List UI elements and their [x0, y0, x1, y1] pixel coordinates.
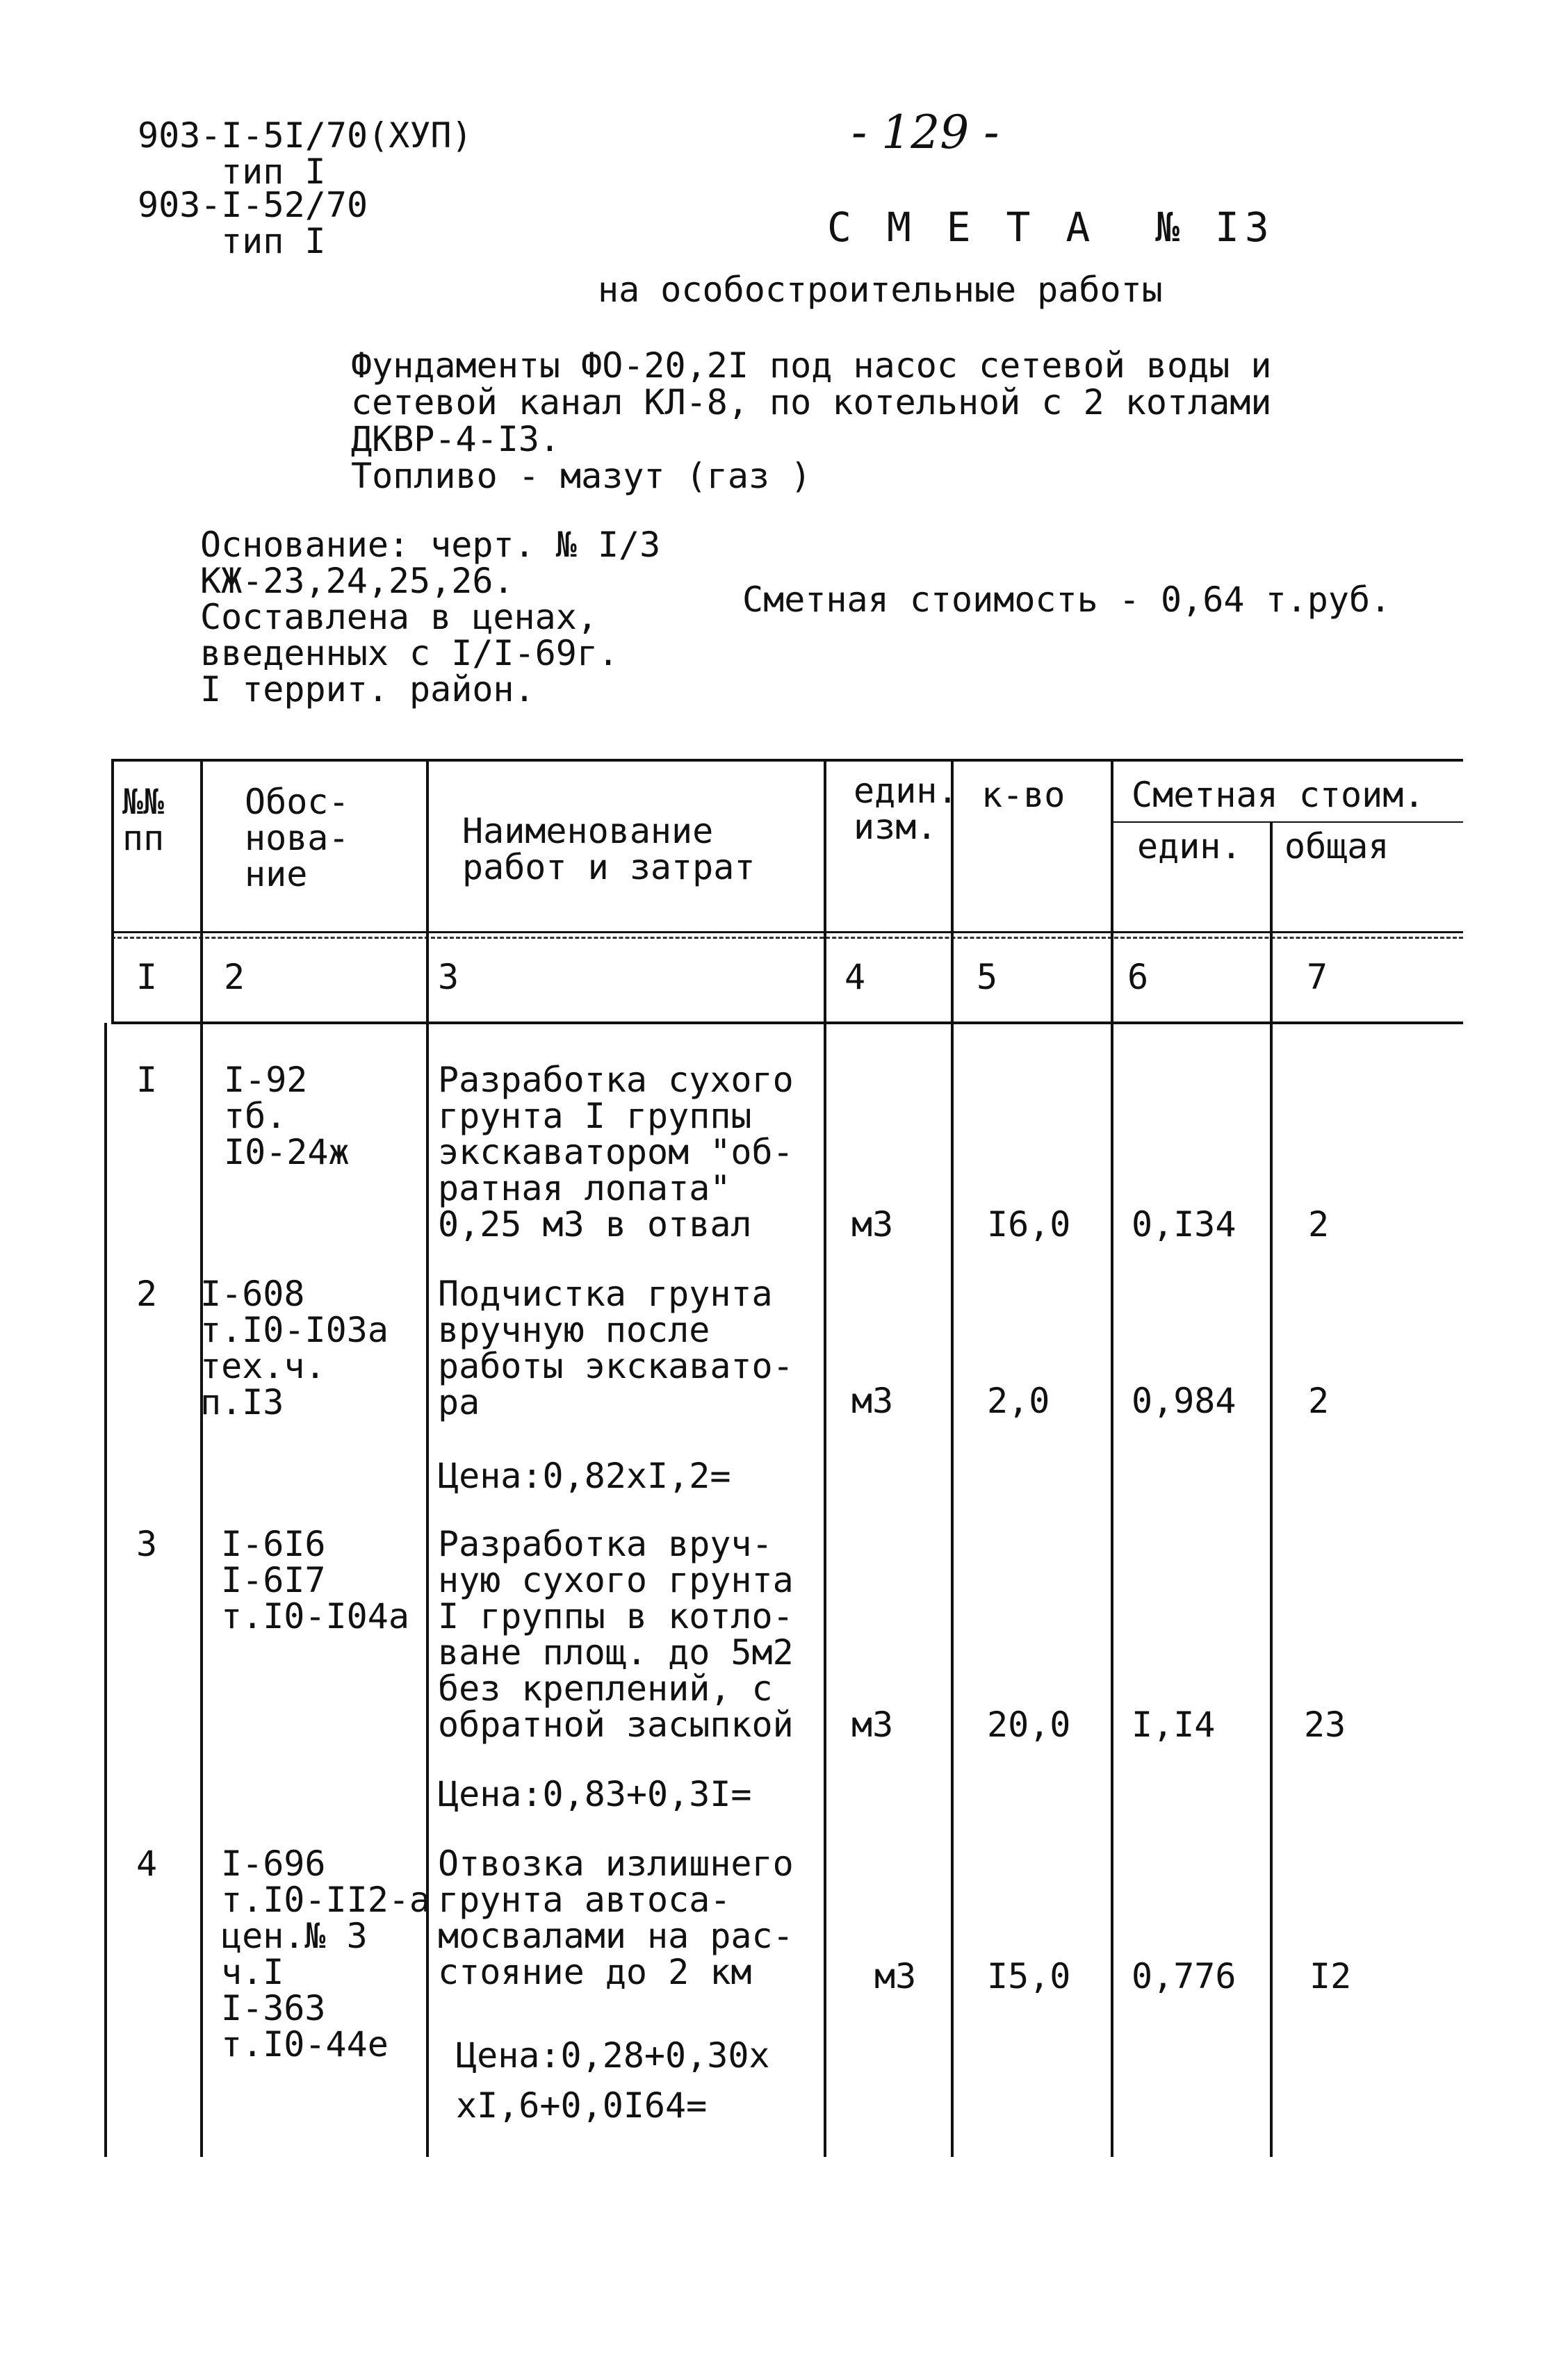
description-block	[351, 347, 1272, 495]
header-cost-group: Сметная стоим.	[1132, 775, 1425, 815]
header-qty: к-во	[981, 775, 1066, 815]
col-border	[200, 760, 203, 2157]
row-basis: I-92 тб. I0-24ж	[224, 1060, 350, 1172]
header-cost-total: общая	[1284, 826, 1389, 867]
description-line: сетевой канал КЛ-8, по котельной с 2 котлами	[351, 382, 1272, 422]
row-cost-total: 2	[1308, 1204, 1330, 1245]
row-name: Подчистка грунта вручную после работы экскавато- ра	[438, 1274, 794, 1422]
row-price-note: Цена:0,83+0,3I=	[438, 1774, 752, 1814]
doc-title: С М Е Т А № I3	[827, 204, 1275, 251]
column-number: 3	[438, 957, 459, 997]
column-number: 6	[1127, 957, 1149, 997]
doc-subtitle: на особостроительные работы	[598, 270, 1163, 310]
col-border	[951, 760, 954, 2157]
row-num: 2	[136, 1274, 158, 1314]
row-name: Разработка вруч- ную сухого грунта I группы в котло- ване площ. до 5м2 без креплений, с обратной засыпкой	[438, 1524, 794, 1745]
row-name: Разработка сухого грунта I группы экскаватором "об- ратная лопата" 0,25 м3 в отвал	[438, 1060, 794, 1245]
row-unit: м3	[851, 1705, 894, 1745]
page-number: - 129 -	[851, 106, 999, 159]
header-cost-unit: един.	[1137, 826, 1242, 867]
row-cost-unit: 0,776	[1132, 1956, 1236, 1996]
header-basis: Обос- нова- ние	[245, 782, 350, 894]
row-qty: 2,0	[987, 1381, 1050, 1421]
row-cost-unit: 0,I34	[1132, 1204, 1236, 1245]
basis-line: Составлена в ценах,	[200, 597, 598, 637]
column-number: 4	[844, 957, 866, 997]
column-number: 7	[1307, 957, 1328, 997]
column-number: I	[136, 957, 158, 997]
row-num: 4	[136, 1844, 158, 1884]
header-divider	[111, 937, 1463, 939]
col-border	[1111, 760, 1113, 2157]
row-price-note: Цена:0,28+0,30х хI,6+0,0I64=	[456, 2035, 770, 2126]
row-price-note: Цена:0,82хI,2=	[438, 1456, 731, 1496]
row-qty: 20,0	[987, 1705, 1071, 1745]
row-unit: м3	[851, 1204, 894, 1245]
cost-subheader-line	[1111, 821, 1463, 823]
row-num: 3	[136, 1524, 158, 1564]
row-cost-total: 2	[1308, 1381, 1330, 1421]
basis-line: I террит. район.	[200, 669, 535, 709]
row-qty: I6,0	[987, 1204, 1071, 1245]
header-name: Наименование работ и затрат	[462, 811, 756, 887]
row-basis: I-6I6 I-6I7 т.I0-I04а	[221, 1524, 409, 1636]
row-cost-unit: 0,984	[1132, 1381, 1236, 1421]
row-unit: м3	[874, 1956, 917, 1996]
description-line: Топливо - мазут (газ )	[351, 456, 812, 496]
row-cost-total: 23	[1304, 1705, 1346, 1745]
col-border-left-body	[104, 1023, 107, 2157]
row-basis: I-608 т.I0-I03а тех.ч. п.I3	[200, 1274, 389, 1422]
doc-code-1: 903-I-5I/70(XУП)	[138, 115, 473, 156]
col-border	[1270, 823, 1273, 2157]
row-cost-unit: I,I4	[1132, 1705, 1216, 1745]
basis-line: введенных с I/I-69г.	[200, 633, 619, 673]
basis-block	[200, 527, 660, 707]
table-top-border	[111, 759, 1463, 762]
row-num: I	[136, 1060, 158, 1100]
basis-line: КЖ-23,24,25,26.	[200, 561, 514, 601]
doc-type-1: тип I	[221, 151, 326, 192]
row-qty: I5,0	[987, 1956, 1071, 1996]
row-unit: м3	[851, 1381, 894, 1421]
doc-code-2: 903-I-52/70	[138, 185, 368, 225]
col-border	[111, 760, 114, 1023]
row-cost-total: I2	[1309, 1956, 1352, 1996]
colnum-bottom-line	[111, 1021, 1463, 1024]
row-basis: I-696 т.I0-II2-а цен.№ 3 ч.I I-363 т.I0-44е	[221, 1844, 431, 2065]
description-line: ДКВР-4-I3.	[351, 419, 561, 459]
column-number: 2	[224, 957, 245, 997]
column-number: 5	[977, 957, 998, 997]
row-name: Отвозка излишнего грунта автоса- мосвалами на рас- стояние до 2 км	[438, 1844, 794, 1992]
doc-type-2: тип I	[221, 221, 326, 261]
col-border	[824, 760, 826, 2157]
header-num: №№ пп	[122, 782, 165, 858]
description-line: Фундаменты ФО-20,2I под насос сетевой воды и	[351, 345, 1272, 386]
basis-line: Основание: черт. № I/3	[200, 525, 661, 565]
estimated-cost: Сметная стоимость - 0,64 т.руб.	[742, 580, 1391, 620]
header-unit: един. изм.	[854, 771, 958, 847]
colnum-top-line	[111, 931, 1463, 933]
